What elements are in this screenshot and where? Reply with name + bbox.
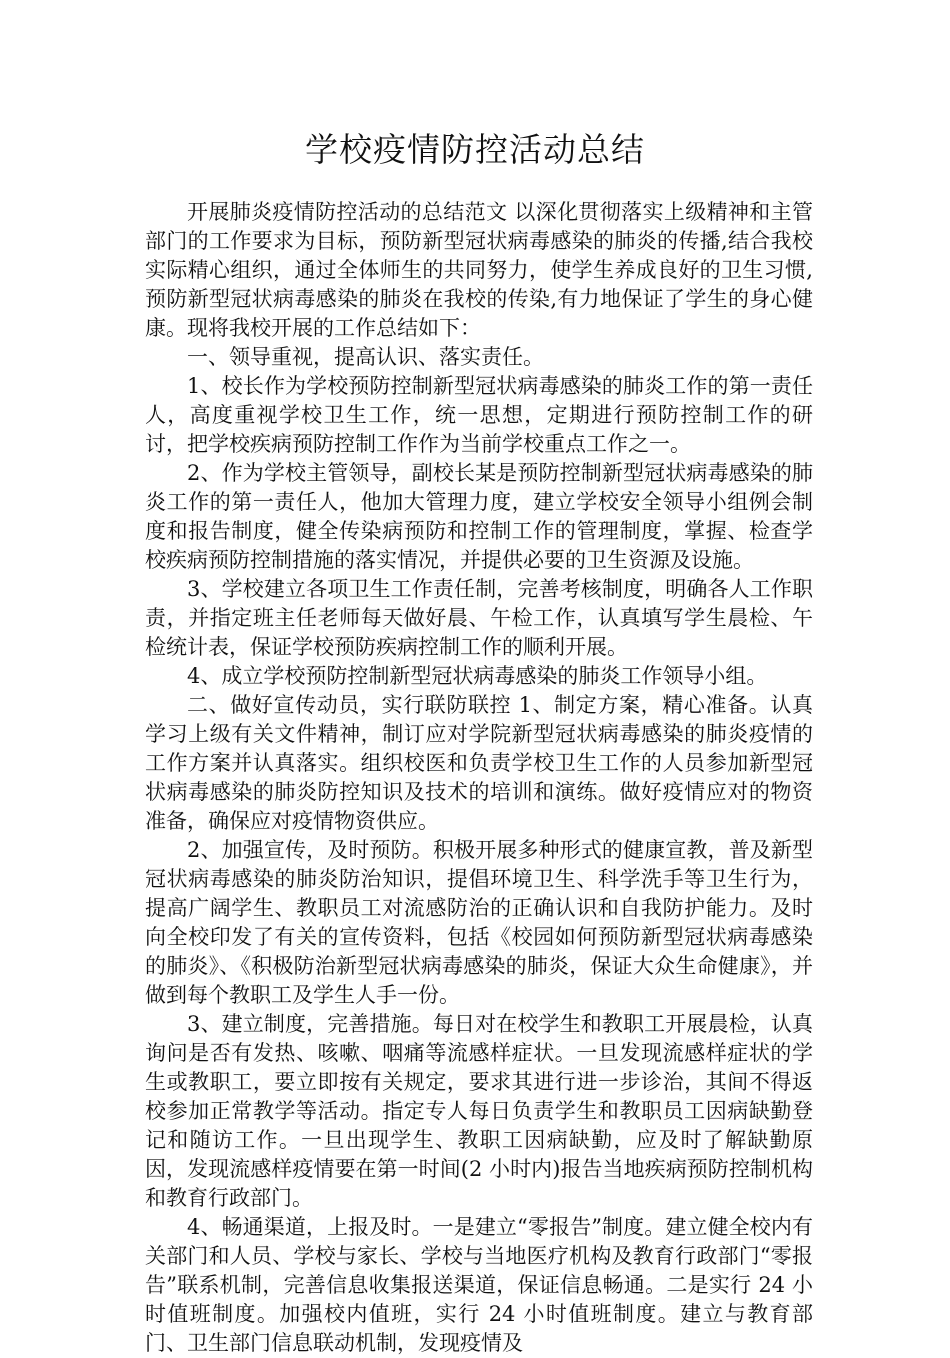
paragraph-leading-group: 4、成立学校预防控制新型冠状病毒感染的肺炎工作领导小组。 bbox=[187, 664, 768, 688]
paragraph-education: 2、加强宣传，及时预防。积极开展多种形式的健康宣教，普及新型冠状病毒感染的肺炎防治知识，提倡环境卫生、科学洗手等卫生行为，提高广阔学生、教职员工对流感防治的正确认识和自我防护能力。及时向全校印发了有关的宣传资料，包括《校园如何预防新型冠状病毒感染的肺炎》、《积极防治新型冠状病毒感染的肺炎，保证大众生命健康》，并做到每个教职工及学生人手一份。 bbox=[145, 838, 813, 1007]
paragraph-intro: 开展肺炎疫情防控活动的总结范文 以深化贯彻落实上级精神和主管部门的工作要求为目标，预防新型冠状病毒感染的肺炎的传播,结合我校实际精心组织，通过全体师生的共同努力，使学生养成良好的卫生习惯,预防新型冠状病毒感染的肺炎在我校的传染,有力地保证了学生的身心健康。现将我校开展的工作总结如下： bbox=[145, 200, 813, 340]
paragraph-vice-principal: 2、作为学校主管领导，副校长某是预防控制新型冠状病毒感染的肺炎工作的第一责任人，他加大管理力度，建立学校安全领导小组例会制度和报告制度，健全传染病预防和控制工作的管理制度，掌握、检查学校疾病预防控制措施的落实情况，并提供必要的卫生资源及设施。 bbox=[145, 461, 813, 572]
paragraph-responsibility: 3、学校建立各项卫生工作责任制，完善考核制度，明确各人工作职责，并指定班主任老师每天做好晨、午检工作，认真填写学生晨检、午检统计表，保证学校预防疾病控制工作的顺利开展。 bbox=[145, 577, 813, 659]
paragraph-principal: 1、校长作为学校预防控制新型冠状病毒感染的肺炎工作的第一责任人，高度重视学校卫生工作，统一思想，定期进行预防控制工作的研讨，把学校疾病预防控制工作作为当前学校重点工作之一。 bbox=[145, 374, 813, 456]
paragraph-reporting: 4、畅通渠道，上报及时。一是建立“零报告”制度。建立健全校内有关部门和人员、学校与家长、学校与当地医疗机构及教育行政部门“零报告”联系机制，完善信息收集报送渠道，保证信息畅通。二是实行 24 小时值班制度。加强校内值班，实行 24 小时值班制度。建立与教育部门、卫生部门信息联动机制，发现疫情及 bbox=[145, 1215, 813, 1355]
paragraph-publicity: 二、做好宣传动员，实行联防联控 1、制定方案，精心准备。认真学习上级有关文件精神，制订应对学院新型冠状病毒感染的肺炎疫情的工作方案并认真落实。组织校医和负责学校卫生工作的人员参加新型冠状病毒感染的肺炎防控知识及技术的培训和演练。做好疫情应对的物资准备，确保应对疫情物资供应。 bbox=[145, 693, 813, 833]
document-title: 学校疫情防控活动总结 bbox=[305, 130, 645, 169]
paragraph-system: 3、建立制度，完善措施。每日对在校学生和教职工开展晨检，认真询问是否有发热、咳嗽、咽痛等流感样症状。一旦发现流感样症状的学生或教职工，要立即按有关规定，要求其进行进一步诊治，其间不得返校参加正常教学等活动。指定专人每日负责学生和教职员工因病缺勤登记和随访工作。一旦出现学生、教职工因病缺勤，应及时了解缺勤原因，发现流感样疫情要在第一时间(2 小时内)报告当地疾病预防控制机构和教育行政部门。 bbox=[145, 1012, 813, 1210]
section-heading-leadership: 一、领导重视，提高认识、落实责任。 bbox=[187, 345, 544, 369]
document-body bbox=[145, 198, 813, 1358]
